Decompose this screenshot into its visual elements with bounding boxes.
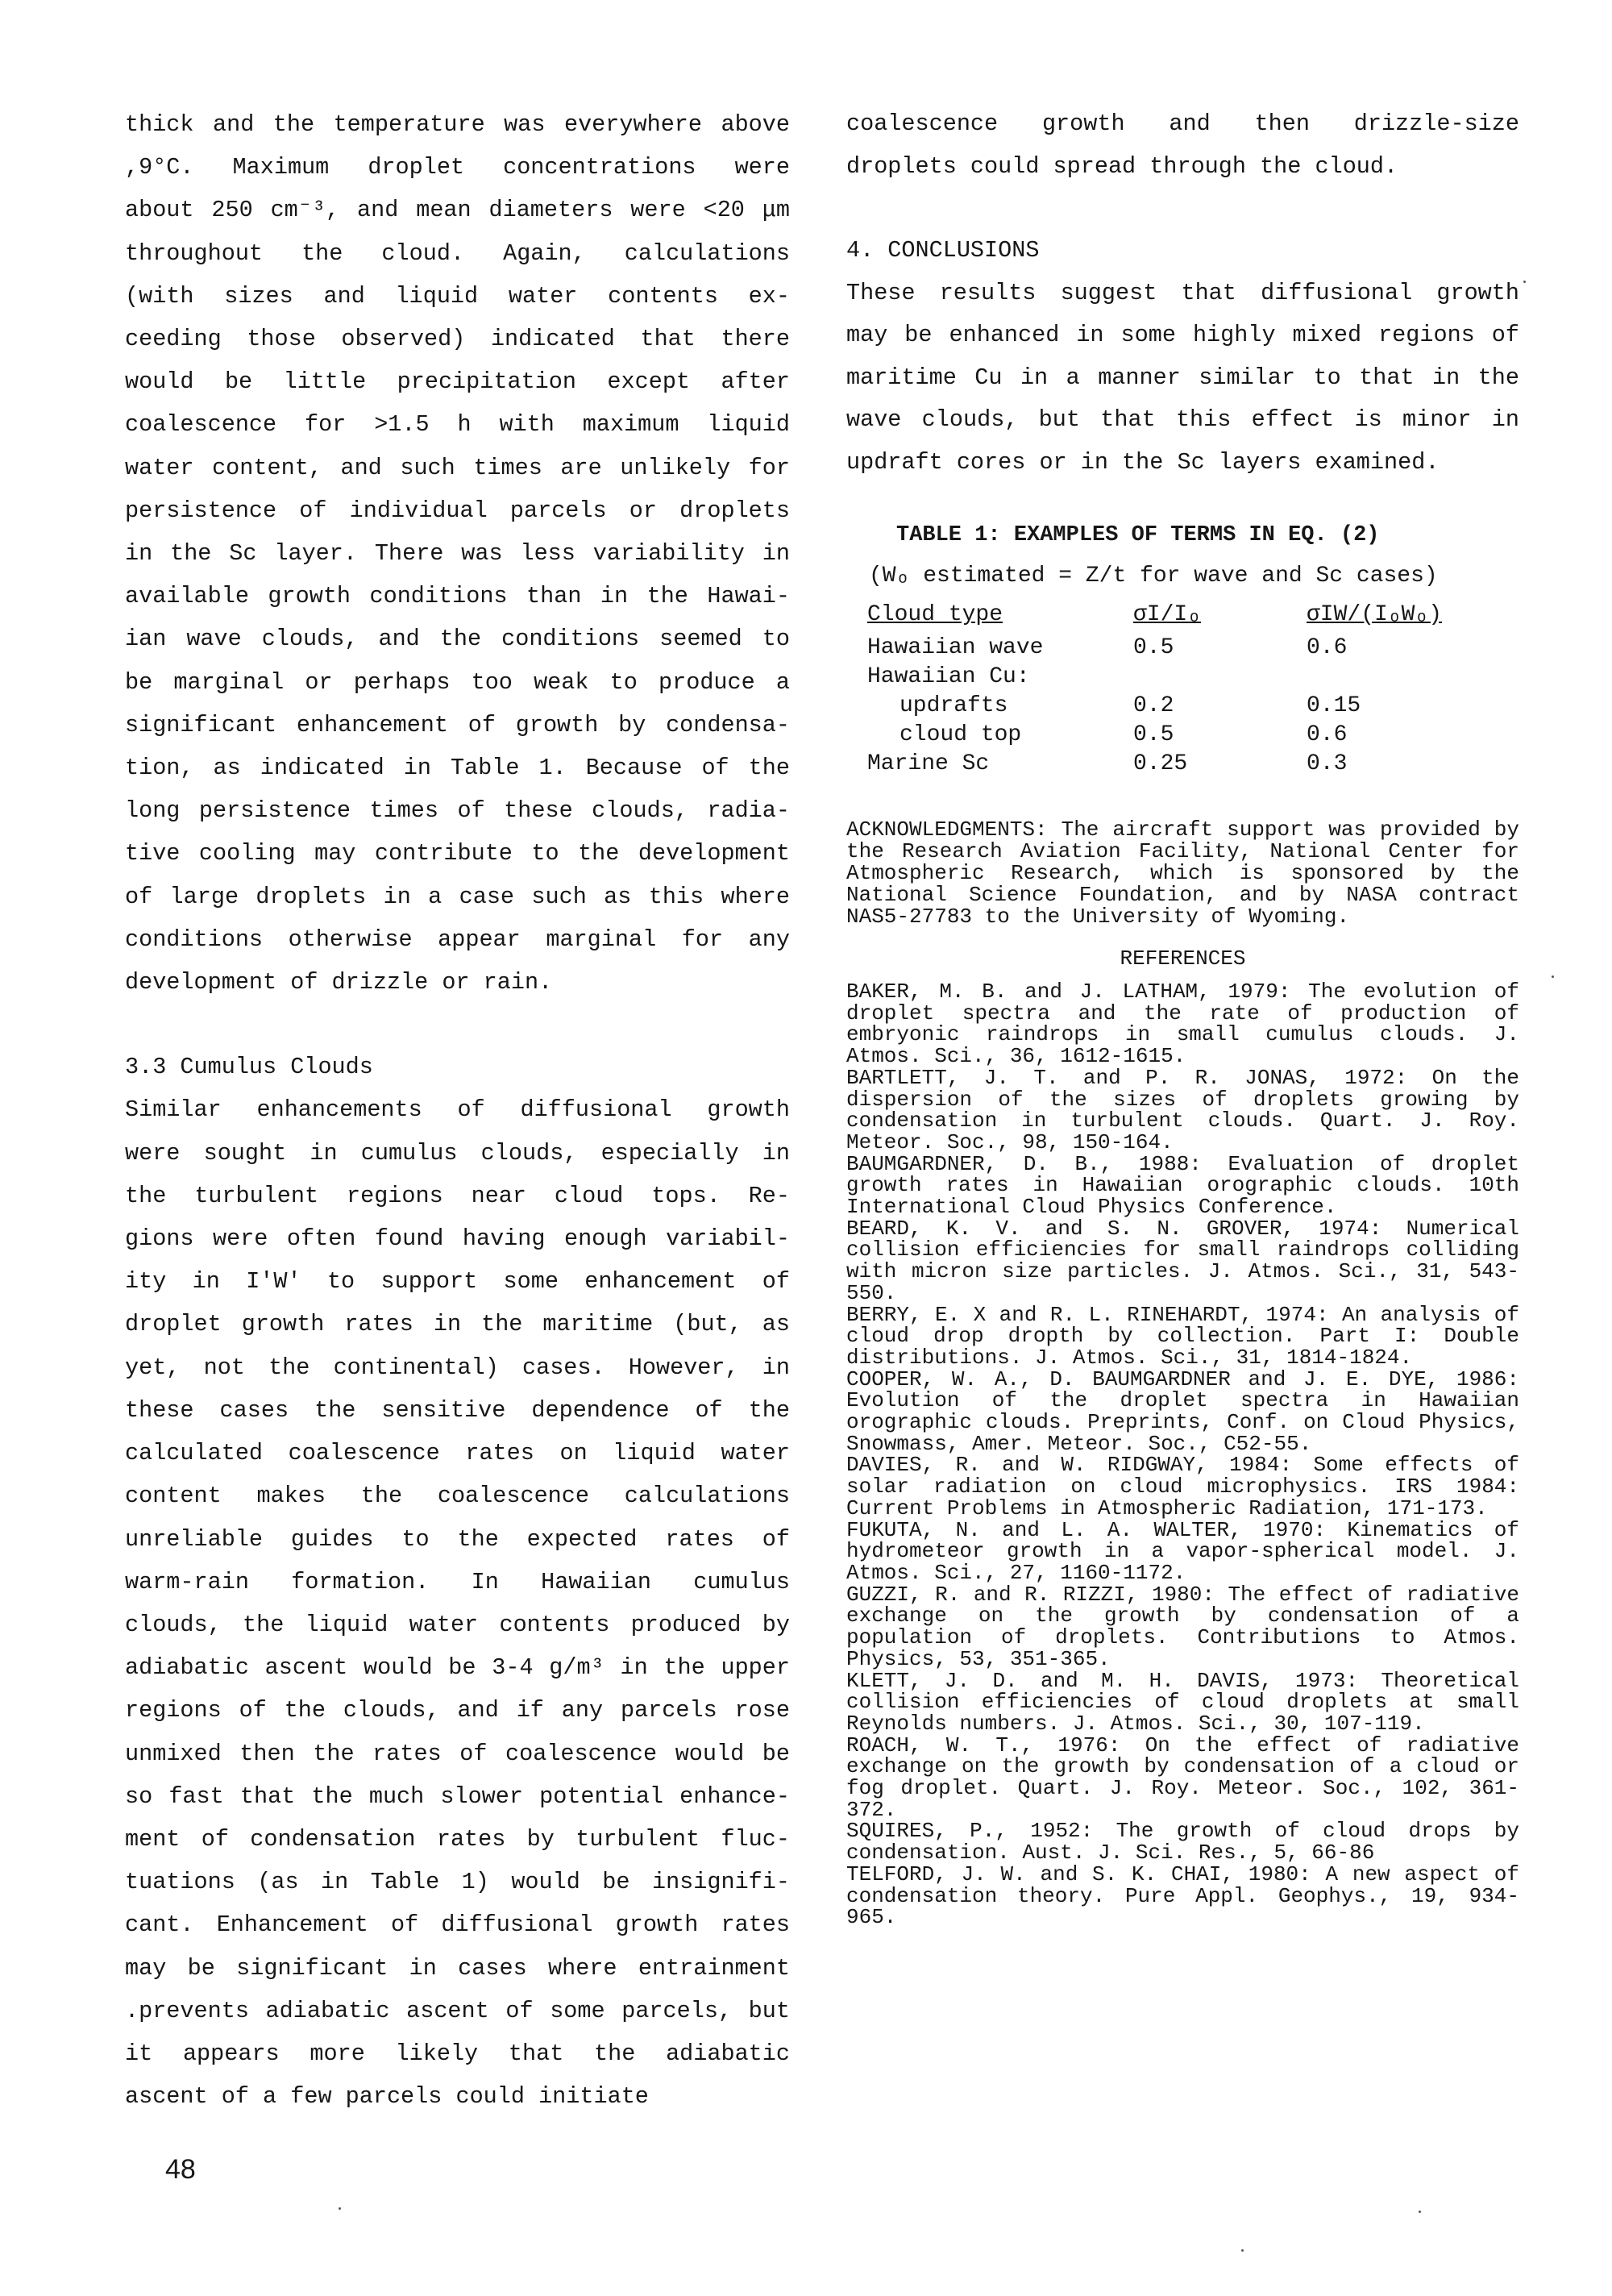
table-row bbox=[867, 721, 1442, 750]
text-line: updraft cores or in the Sc layers examined. bbox=[846, 448, 1440, 476]
value-cell: 0.6 bbox=[1307, 635, 1348, 660]
reference-entry: DAVIES, R. and W. RIDGWAY, 1984: Some effects of solar radiation on cloud microphysics. IRS 1984: Current Problems in Atmospheric Radiation, 171-173. bbox=[846, 1453, 1519, 1520]
text-line: ascent of a few parcels could initiate bbox=[125, 2083, 649, 2111]
text-line: development of drizzle or rain. bbox=[125, 969, 553, 996]
reference-entry: BEARD, K. V. and S. N. GROVER, 1974: Numerical collision efficiencies for small raindrops colliding with micron size particles. J. Atmos. Sci., 31, 543-550. bbox=[846, 1216, 1519, 1305]
table-row bbox=[867, 634, 1442, 663]
right-column bbox=[846, 103, 1519, 1928]
text-line: thick and the temperature was everywhere above bbox=[125, 111, 790, 138]
reference-entry: BAKER, M. B. and J. LATHAM, 1979: The evolution of droplet spectra and the rate of production of embryonic raindrops in small cumulus clouds. J. Atmos. Sci., 36, 1612-1615. bbox=[846, 980, 1519, 1069]
value-cell: 0.5 bbox=[1133, 635, 1174, 660]
header-sigma-i: σI/Iₒ bbox=[1133, 602, 1202, 627]
reference-entry: TELFORD, J. W. and S. K. CHAI, 1980: A new aspect of condensation theory. Pure Appl. Geophys., 19, 934-965. bbox=[846, 1861, 1519, 1930]
text-line: warm-rain formation. In Hawaiian cumulus bbox=[125, 1568, 790, 1595]
text-line: (with sizes and liquid water contents ex- bbox=[125, 282, 790, 310]
text-line: available growth conditions than in the Hawai- bbox=[125, 583, 790, 610]
text-line: adiabatic ascent would be 3-4 g/m³ in the upper bbox=[125, 1654, 790, 1682]
left-body-part2 bbox=[125, 1088, 790, 2118]
text-line: regions of the clouds, and if any parcels rose bbox=[125, 1697, 790, 1724]
text-line: coalescence for >1.5 h with maximum liquid bbox=[125, 411, 790, 439]
text-line: were sought in cumulus clouds, especially in bbox=[125, 1139, 790, 1167]
reference-entry: FUKUTA, N. and L. A. WALTER, 1970: Kinematics of hydrometeor growth in a vapor-spherical model. J. Atmos. Sci., 27, 1160-1172. bbox=[846, 1517, 1519, 1585]
cloud-type-cell: Hawaiian Cu: bbox=[867, 664, 1030, 689]
cloud-type-cell: Hawaiian wave bbox=[867, 635, 1044, 660]
header-sigma-iw: σIW/(IₒWₒ) bbox=[1307, 602, 1443, 627]
reference-entry: COOPER, W. A., D. BAUMGARDNER and J. E. DYE, 1986: Evolution of the droplet spectra in Hawaiian orographic clouds. Preprints, Conf. on Cloud Physics, Snowmass, Amer. Meteor. Soc., C52-55. bbox=[846, 1366, 1519, 1456]
table-header-row bbox=[867, 597, 1442, 634]
text-line: calculated coalescence rates on liquid water bbox=[125, 1440, 790, 1467]
left-body-part1 bbox=[125, 103, 790, 1004]
text-line: significant enhancement of growth by condensa- bbox=[125, 711, 790, 738]
conclusions-paragraph bbox=[846, 272, 1519, 485]
text-line: wave clouds, but that this effect is minor in bbox=[846, 406, 1519, 433]
reference-entry: GUZZI, R. and R. RIZZI, 1980: The effect of radiative exchange on the growth by condensation of a population of droplets. Contributions to Atmos. Physics, 53, 351-365. bbox=[846, 1582, 1519, 1671]
value-cell: 0.25 bbox=[1133, 751, 1188, 776]
text-line: would be little precipitation except after bbox=[125, 368, 790, 396]
text-line: unmixed then the rates of coalescence would be bbox=[125, 1740, 790, 1767]
text-line: .prevents adiabatic ascent of some parcels, but bbox=[125, 1997, 790, 2024]
text-line: conditions otherwise appear marginal for any bbox=[125, 925, 790, 953]
reference-entry: BERRY, E. X and R. L. RINEHARDT, 1974: An analysis of cloud drop dropth by collection. Part I: Double distributions. J. Atmos. Sci., 31, 1814-1824. bbox=[846, 1302, 1519, 1370]
text-line: clouds, the liquid water contents produced by bbox=[125, 1611, 790, 1638]
text-line: Similar enhancements of diffusional growth bbox=[125, 1096, 790, 1124]
text-line: tion, as indicated in Table 1. Because of the bbox=[125, 755, 790, 782]
cloud-type-cell: cloud top bbox=[899, 722, 1022, 747]
reference-entry: ROACH, W. T., 1976: On the effect of radiative exchange on the growth by condensation of a cloud or fog droplet. Quart. J. Roy. Meteor. Soc., 102, 361-372. bbox=[846, 1732, 1519, 1822]
table-note: (Wₒ estimated = Z/t for wave and Sc cases) bbox=[869, 564, 1438, 589]
reference-entry: SQUIRES, P., 1952: The growth of cloud drops by condensation. Aust. J. Sci. Res., 5, 66-86 bbox=[846, 1819, 1519, 1866]
text-line: ity in I'W' to support some enhancement of bbox=[125, 1268, 790, 1296]
text-line: be marginal or perhaps too weak to produce a bbox=[125, 668, 790, 696]
table-row bbox=[867, 692, 1442, 721]
value-cell: 0.3 bbox=[1307, 751, 1348, 776]
text-line: droplet growth rates in the maritime (but, as bbox=[125, 1311, 790, 1338]
text-line: content makes the coalescence calculations bbox=[125, 1483, 790, 1510]
cloud-type-cell: Marine Sc bbox=[867, 751, 990, 776]
text-line: ,9°C. Maximum droplet concentrations were bbox=[125, 154, 790, 181]
text-line: about 250 cm⁻³, and mean diameters were <20 μm bbox=[125, 197, 790, 224]
value-cell: 0.5 bbox=[1133, 722, 1174, 747]
cloud-type-cell: updrafts bbox=[899, 693, 1008, 718]
text-line: gions were often found having enough variabil- bbox=[125, 1225, 790, 1253]
text-line: it appears more likely that the adiabatic bbox=[125, 2040, 790, 2067]
text-line: yet, not the continental) cases. However, in bbox=[125, 1354, 790, 1381]
table-title: TABLE 1: EXAMPLES OF TERMS IN EQ. (2) bbox=[896, 523, 1380, 547]
text-line: cant. Enhancement of diffusional growth rates bbox=[125, 1911, 790, 1939]
terms-table bbox=[867, 597, 1442, 779]
text-line: coalescence growth and then drizzle-size bbox=[846, 110, 1519, 137]
header-cloud-type: Cloud type bbox=[867, 602, 1003, 627]
text-line: ceeding those observed) indicated that there bbox=[125, 326, 790, 353]
table-row bbox=[867, 663, 1442, 692]
text-line: may be enhanced in some highly mixed regions of bbox=[846, 322, 1519, 348]
value-cell: 0.6 bbox=[1307, 722, 1348, 747]
references-heading: REFERENCES bbox=[1120, 946, 1246, 971]
text-line: maritime Cu in a manner similar to that in the bbox=[846, 364, 1519, 391]
text-line: droplets could spread through the cloud. bbox=[846, 152, 1398, 180]
text-line: tuations (as in Table 1) would be insignifi- bbox=[125, 1869, 790, 1896]
value-cell: 0.15 bbox=[1307, 693, 1361, 718]
text-line: may be significant in cases where entrainment bbox=[125, 1954, 790, 1982]
text-line: water content, and such times are unlikely for bbox=[125, 454, 790, 481]
continuation-paragraph bbox=[846, 103, 1519, 188]
scan-speck bbox=[1523, 281, 1526, 283]
page-number: 48 bbox=[165, 2154, 196, 2185]
reference-entry: KLETT, J. D. and M. H. DAVIS, 1973: Theoretical collision efficiencies of cloud droplets at small Reynolds numbers. J. Atmos. Sci., 30, 107-119. bbox=[846, 1668, 1519, 1736]
text-line: in the Sc layer. There was less variability in bbox=[125, 540, 790, 568]
text-line: ment of condensation rates by turbulent fluc- bbox=[125, 1825, 790, 1853]
text-line: these cases the sensitive dependence of the bbox=[125, 1396, 790, 1424]
conclusions-heading: 4. CONCLUSIONS bbox=[846, 237, 1040, 264]
table-row bbox=[867, 750, 1442, 779]
text-line: long persistence times of these clouds, radia- bbox=[125, 797, 790, 825]
reference-entry: BARTLETT, J. T. and P. R. JONAS, 1972: On the dispersion of the sizes of droplets growing by condensation in turbulent clouds. Quart. J. Roy. Meteor. Soc., 98, 150-164. bbox=[846, 1065, 1519, 1154]
value-cell: 0.2 bbox=[1133, 693, 1174, 718]
text-line: ian wave clouds, and the conditions seemed to bbox=[125, 626, 790, 653]
scan-speck bbox=[339, 2207, 341, 2210]
text-line: throughout the cloud. Again, calculations bbox=[125, 239, 790, 267]
scan-speck bbox=[1419, 2211, 1421, 2213]
section-heading-cumulus: 3.3 Cumulus Clouds bbox=[125, 1054, 373, 1081]
text-line: so fast that the much slower potential enhance- bbox=[125, 1782, 790, 1810]
reference-entry: BAUMGARDNER, D. B., 1988: Evaluation of droplet growth rates in Hawaiian orographic clouds. 10th International Cloud Physics Conference. bbox=[846, 1151, 1519, 1220]
left-column bbox=[125, 103, 790, 2118]
text-line: of large droplets in a case such as this where bbox=[125, 883, 790, 910]
text-line: tive cooling may contribute to the development bbox=[125, 840, 790, 867]
references-list bbox=[846, 981, 1519, 1928]
acknowledgments: ACKNOWLEDGMENTS: The aircraft support was provided by the Research Aviation Facility, National Center for Atmospheric Research, which is sponsored by the National Science Foundation, and by NASA contract NAS5-27783 to the University of Wyoming. bbox=[846, 817, 1519, 929]
scan-speck bbox=[1552, 975, 1554, 978]
text-line: These results suggest that diffusional growth bbox=[846, 279, 1519, 306]
text-line: the turbulent regions near cloud tops. Re- bbox=[125, 1182, 790, 1209]
text-line: unreliable guides to the expected rates of bbox=[125, 1525, 790, 1553]
text-line: persistence of individual parcels or droplets bbox=[125, 497, 790, 524]
scan-speck bbox=[1241, 2249, 1244, 2252]
